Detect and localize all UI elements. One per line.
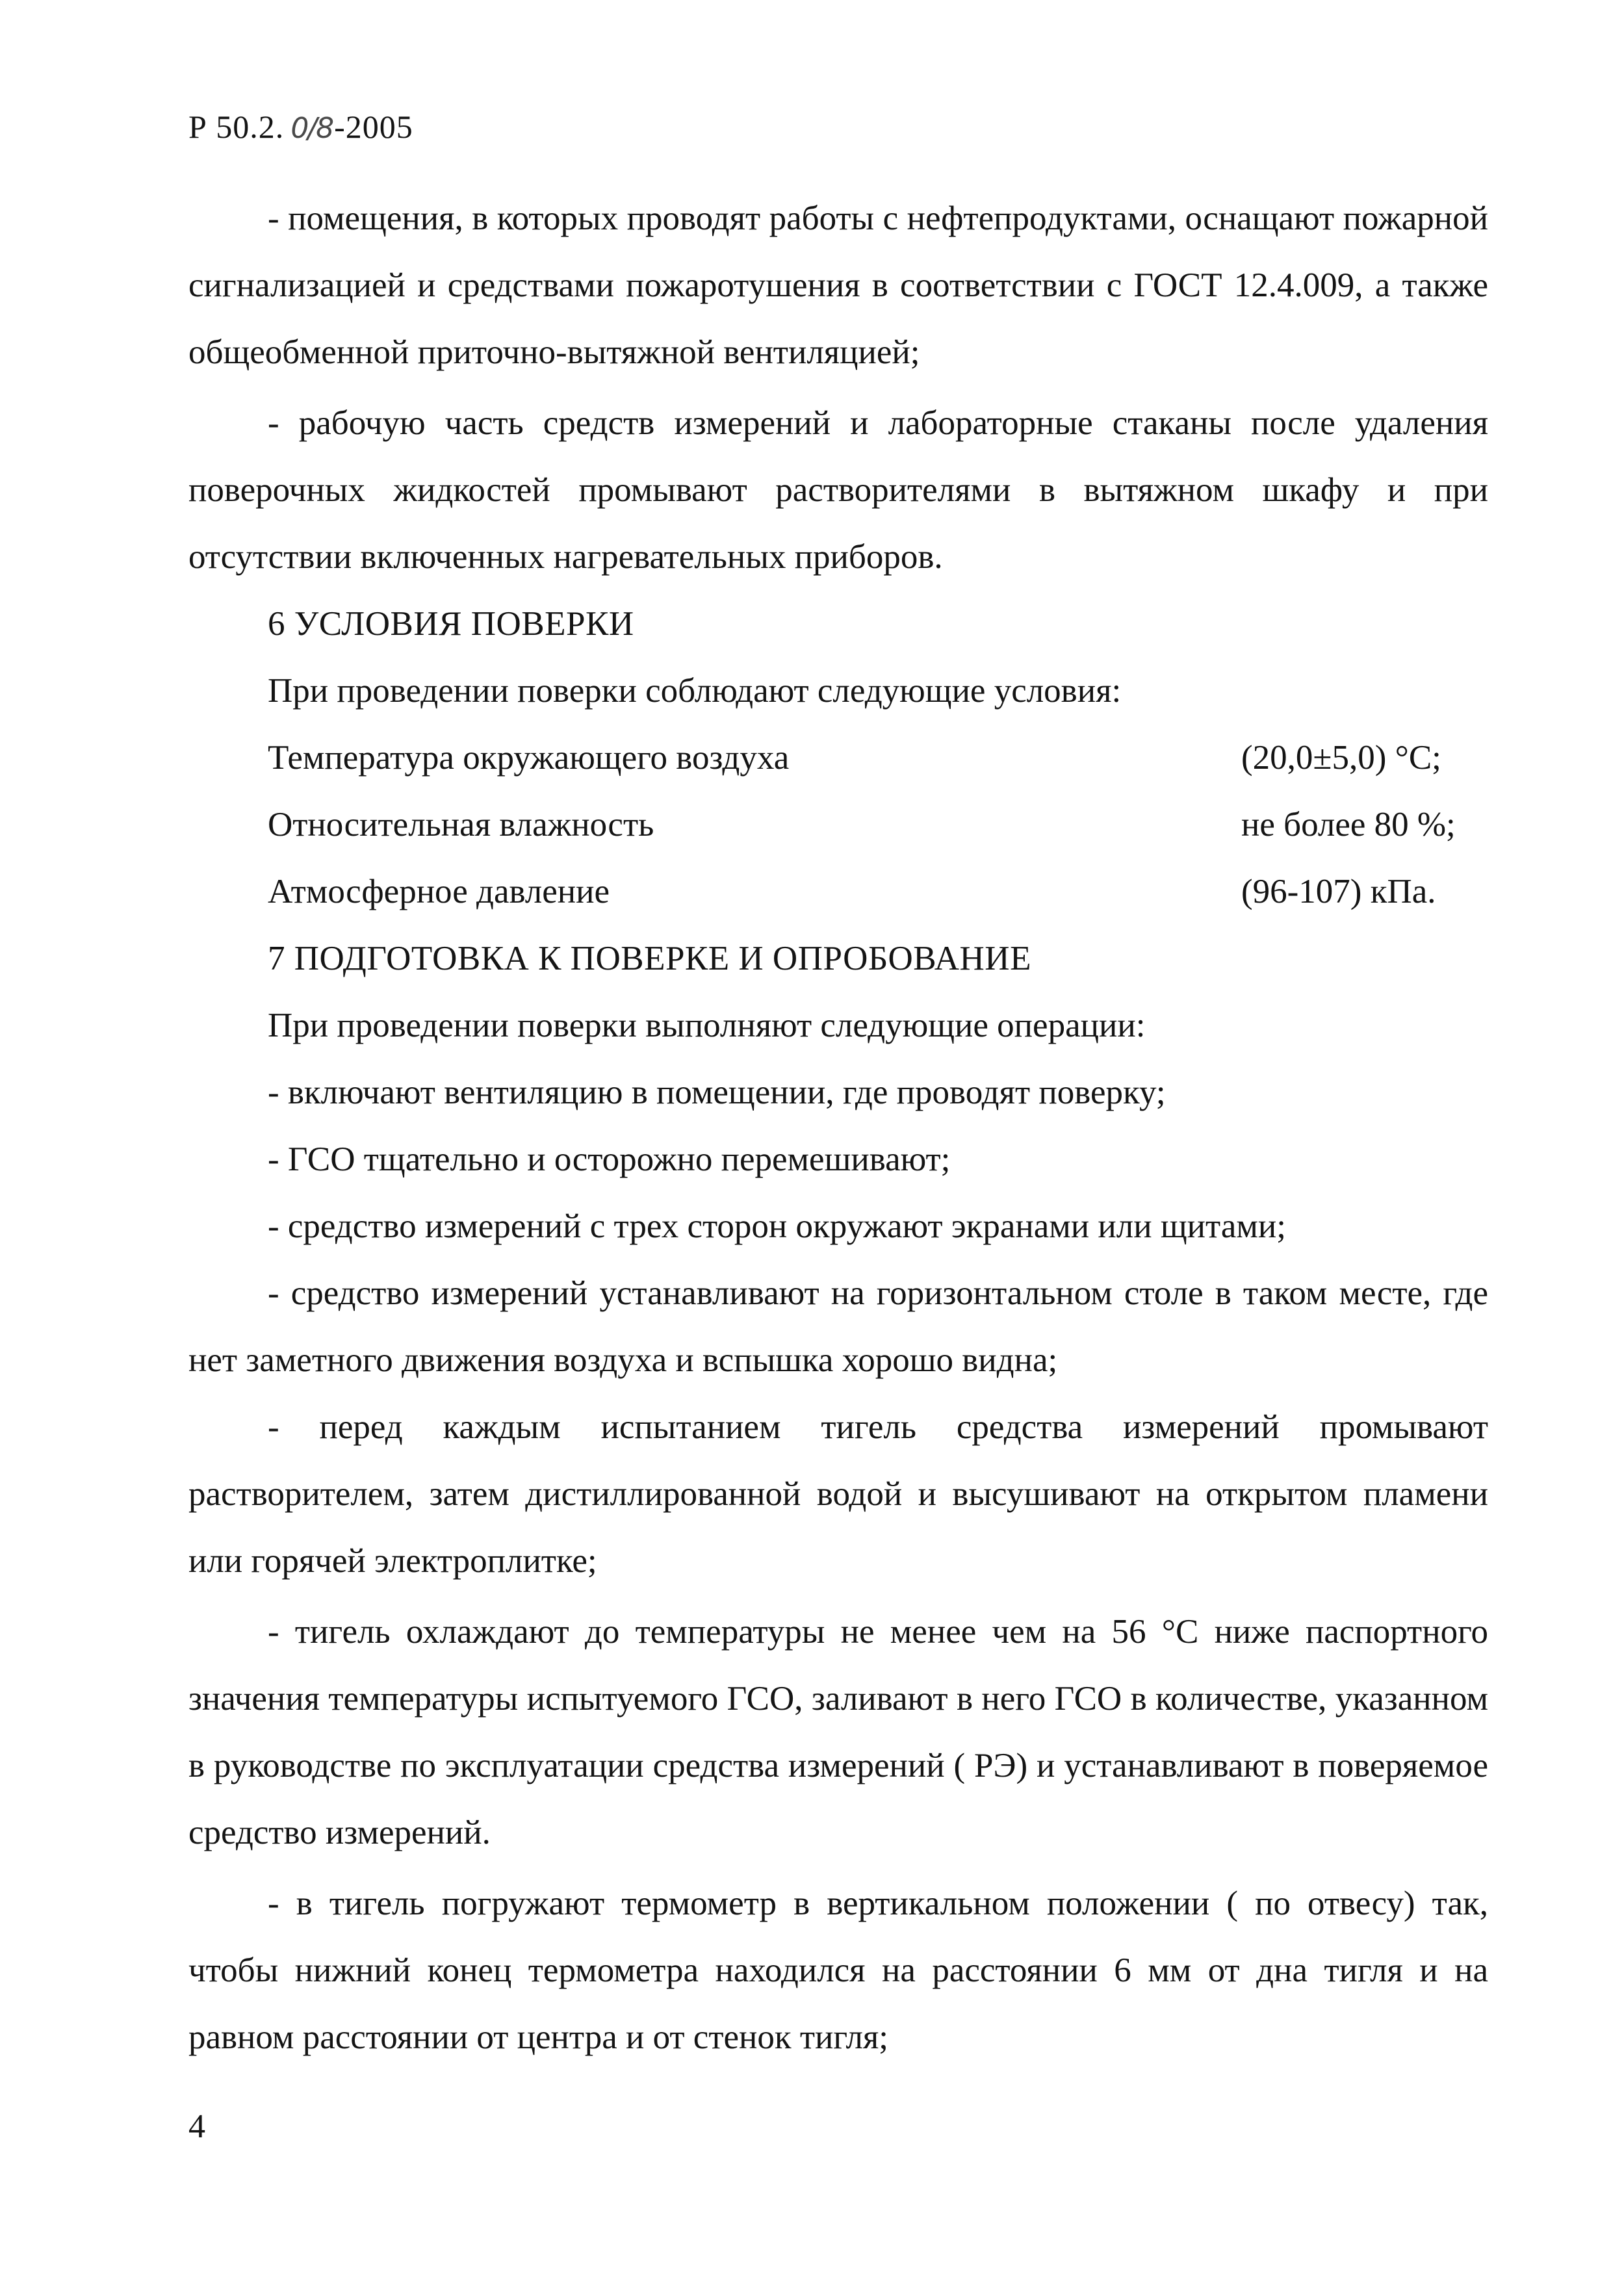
handwritten-number: 0/8 bbox=[290, 112, 333, 145]
condition-value: (20,0±5,0) °С; bbox=[1241, 739, 1441, 777]
list-item-ventilation: - включают вентиляцию в помещении, где проводят поверку; bbox=[268, 1074, 1166, 1111]
paragraph-install-table: - средство измерений устанавливают на горизонтальном столе в таком месте, где нет заметного движения воздуха и вспышка хорошо видна; bbox=[188, 1274, 1488, 1379]
condition-row-humidity bbox=[188, 792, 1488, 858]
paragraph-premises-safety: - помещения, в которых проводят работы с нефтепродуктами, оснащают пожарной сигнализацией и средствами пожаротушения в соответствии с ГОСТ 12.4.009, а также общеобменной приточно-вытяжной вентиляцией; bbox=[188, 200, 1488, 371]
document-code-prefix: Р 50.2. bbox=[188, 109, 285, 145]
paragraph-cool-crucible: - тигель охлаждают до температуры не менее чем на 56 °С ниже паспортного значения температуры испытуемого ГСО, заливают в него ГСО в количестве, указанном в руководстве по эксплуатации средства измерений ( РЭ) и устанавливают в поверяемое средство измерений. bbox=[188, 1613, 1488, 1851]
paragraph-thermometer: - в тигель погружают термометр в вертикальном положении ( по отвесу) так, чтобы нижний конец термометра находился на расстоянии 6 мм от дна тигля и на равном расстоянии от центра и от стенок тигля; bbox=[188, 1885, 1488, 2056]
document-body bbox=[188, 185, 1488, 2071]
paragraph-rinse-crucible: - перед каждым испытанием тигель средства измерений промывают растворителем, затем дистиллированной водой и высушивают на открытом пламени или горячей электроплитке; bbox=[188, 1408, 1488, 1580]
page-number: 4 bbox=[188, 2108, 205, 2145]
list-item-screens: - средство измерений с трех сторон окружают экранами или щитами; bbox=[268, 1207, 1286, 1245]
section-6-heading: 6 УСЛОВИЯ ПОВЕРКИ bbox=[268, 605, 634, 643]
section-7-heading: 7 ПОДГОТОВКА К ПОВЕРКЕ И ОПРОБОВАНИЕ bbox=[268, 940, 1031, 977]
condition-value: не более 80 %; bbox=[1241, 806, 1456, 843]
document-code-suffix: -2005 bbox=[334, 109, 413, 145]
section-7-intro: При проведении поверки выполняют следующие операции: bbox=[268, 1007, 1146, 1044]
document-code-header bbox=[188, 104, 413, 151]
condition-value: (96-107) кПа. bbox=[1241, 873, 1436, 910]
condition-label: Температура окружающего воздуха bbox=[268, 739, 790, 777]
paragraph-rinsing-instruments: - рабочую часть средств измерений и лабораторные стаканы после удаления поверочных жидкостей промывают растворителями в вытяжном шкафу и при отсутствии включенных нагревательных приборов. bbox=[188, 404, 1488, 576]
condition-row-temperature bbox=[188, 725, 1488, 792]
condition-row-pressure bbox=[188, 858, 1488, 925]
list-item-mix-gso: - ГСО тщательно и осторожно перемешивают; bbox=[268, 1140, 951, 1178]
condition-label: Относительная влажность bbox=[268, 806, 654, 843]
section-6-intro: При проведении поверки соблюдают следующие условия: bbox=[268, 672, 1122, 710]
condition-label: Атмосферное давление bbox=[268, 873, 610, 910]
